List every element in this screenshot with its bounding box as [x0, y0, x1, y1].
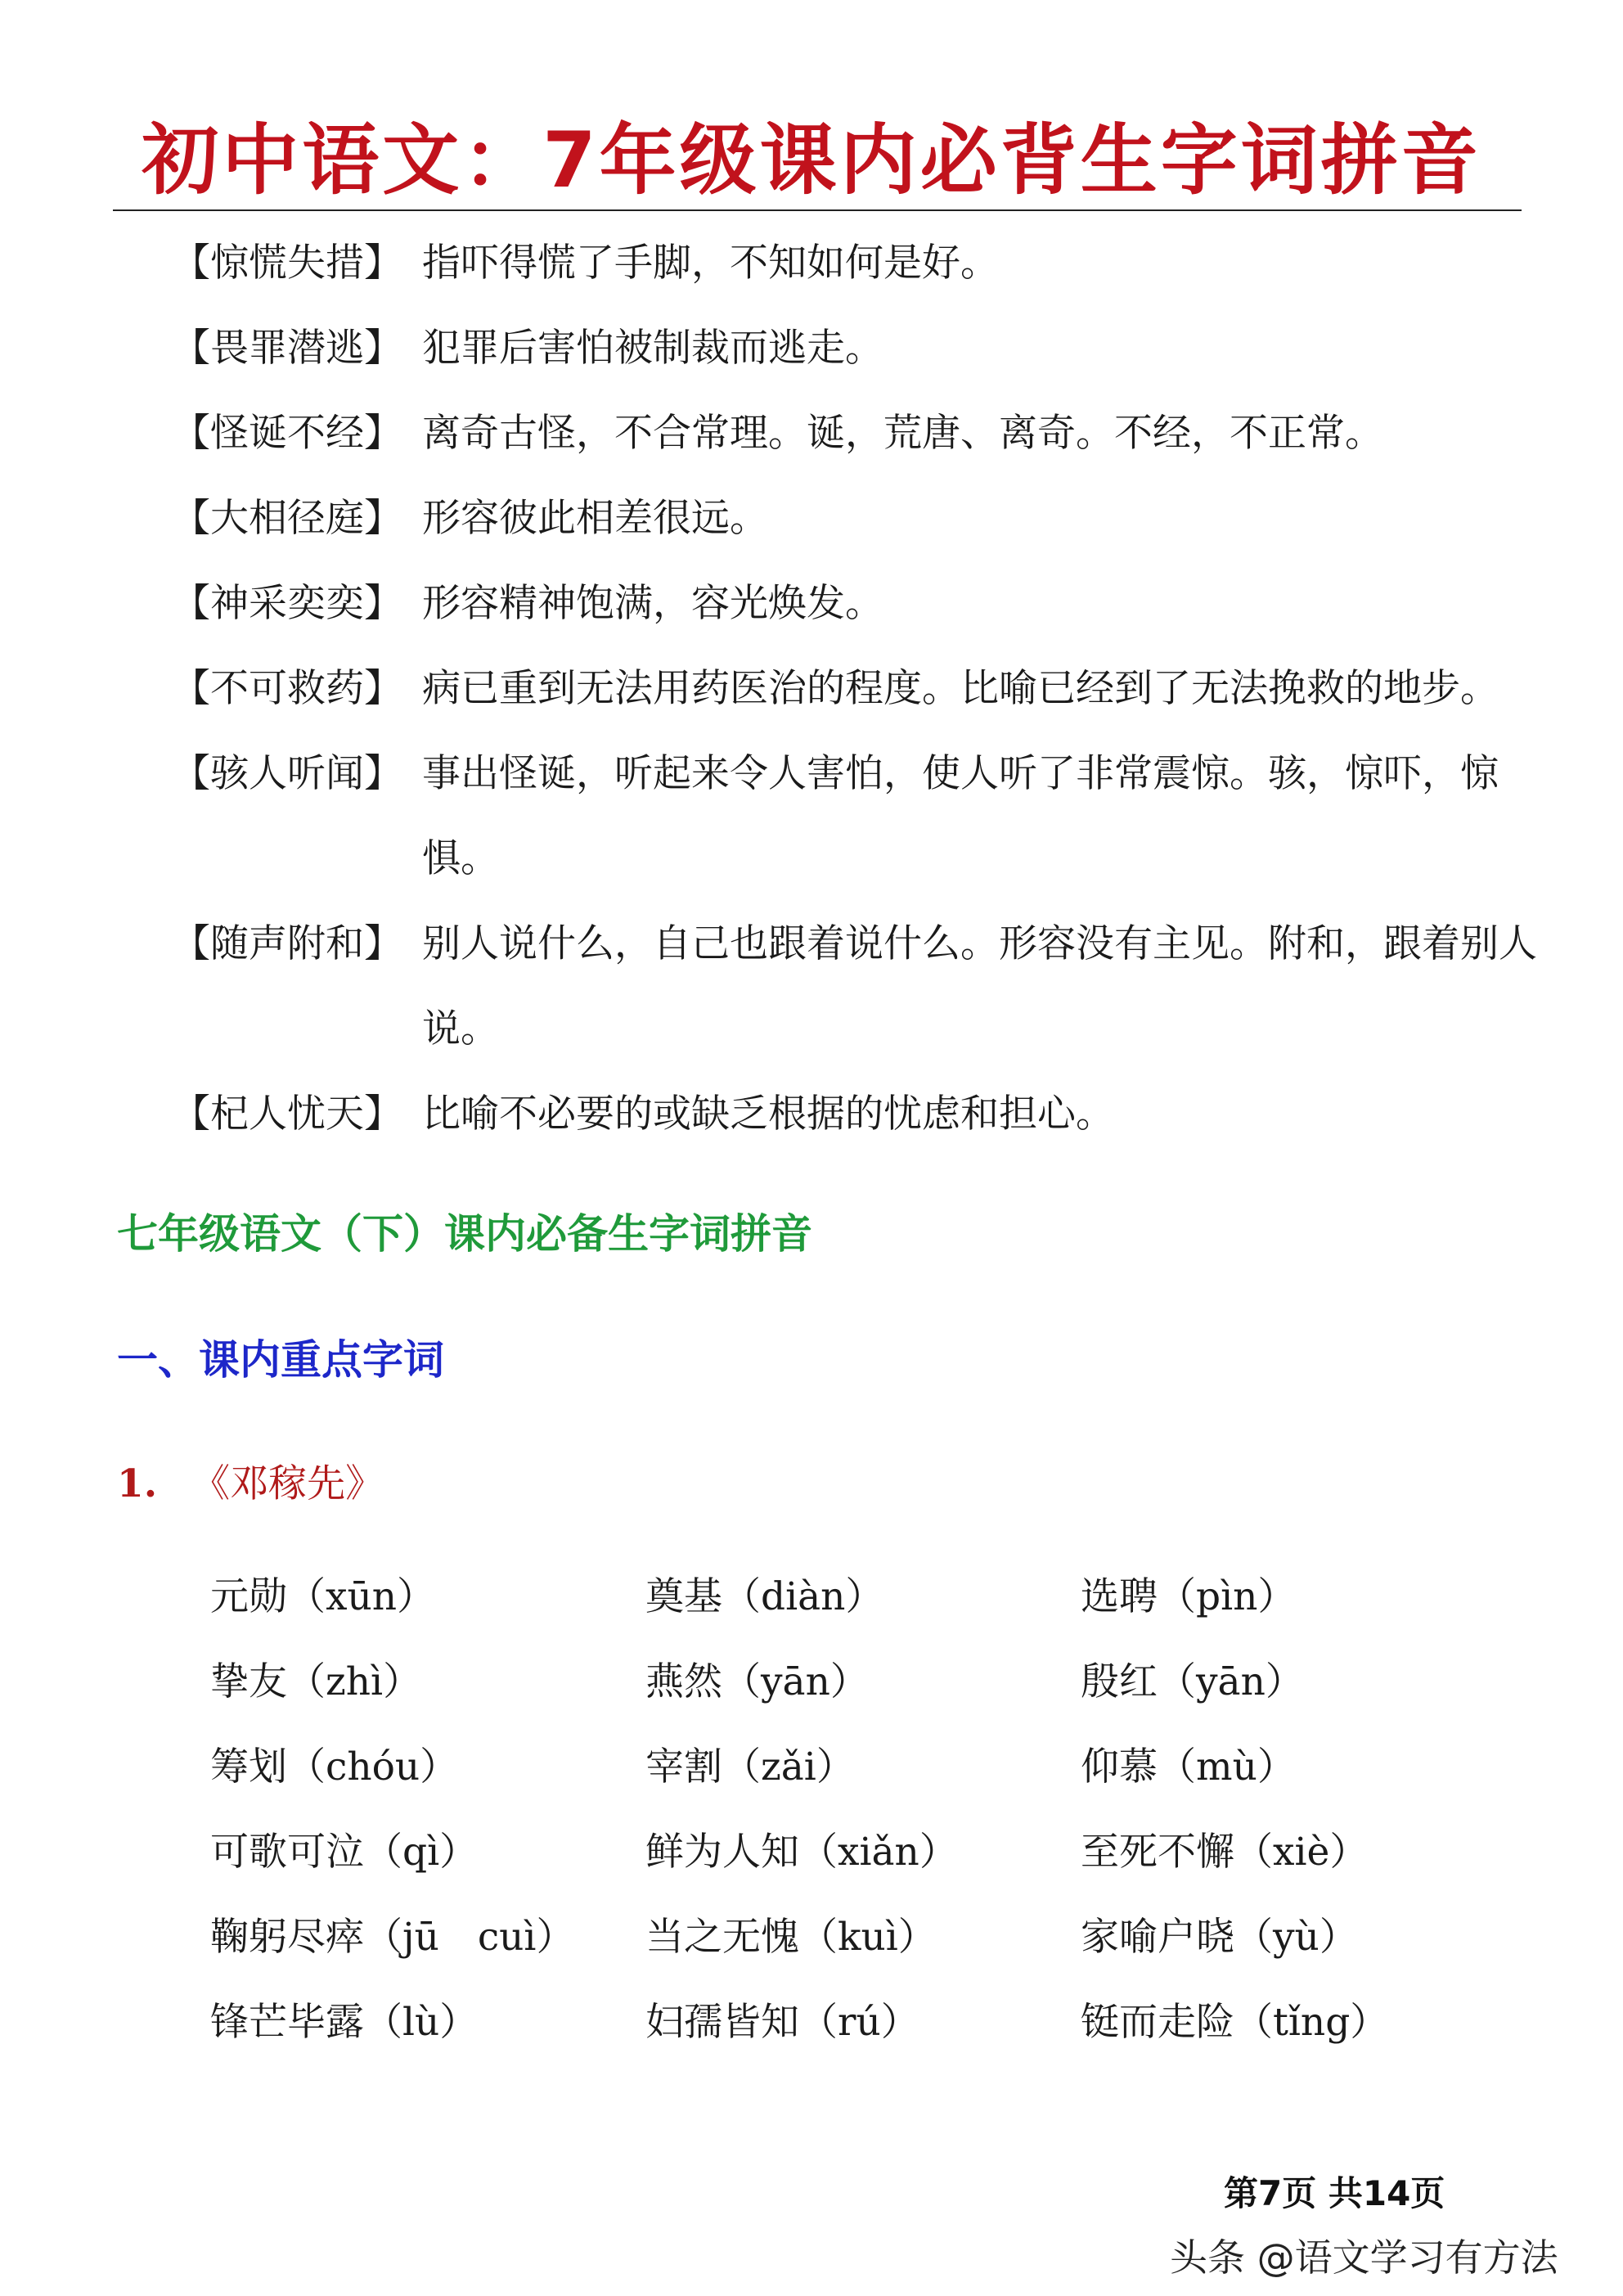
idiom-list: [172, 221, 1571, 1157]
vocab-word: 筹划（chóu）: [210, 1745, 459, 1790]
idiom-definition: 比喻不必要的或缺乏根据的忧虑和担心。: [422, 1092, 1114, 1137]
vocab-word: 妇孺皆知（rú）: [645, 2000, 919, 2045]
idiom-item: [172, 221, 1571, 306]
lesson-number: 1.: [117, 1461, 158, 1506]
vocab-word: 铤而走险（tǐng）: [1081, 2000, 1389, 2045]
vocab-word: 挚友（zhì）: [210, 1659, 422, 1704]
vocab-word: 选聘（pìn）: [1081, 1574, 1297, 1619]
idiom-definition: 事出怪诞，听起来令人害怕，使人听了非常震惊。骇，惊吓，惊惧。: [422, 751, 1499, 881]
idiom-item: [172, 646, 1571, 732]
subsection-heading: 一、课内重点字词: [117, 1336, 444, 1384]
vocab-word: 可歌可泣（qì）: [210, 1830, 479, 1875]
idiom-item: [172, 902, 1571, 1072]
vocab-word: 锋芒毕露（lù）: [210, 2000, 479, 2045]
page-number: 第7页 共14页: [1224, 2173, 1445, 2213]
lesson-heading: [117, 1453, 384, 1508]
idiom-term: 【杞人忧天】: [172, 1092, 402, 1137]
idiom-term: 【怪诞不经】: [172, 411, 402, 456]
idiom-definition: 别人说什么，自己也跟着说什么。形容没有主见。附和，跟着别人说。: [422, 921, 1537, 1051]
vocab-word: 至死不懈（xiè）: [1081, 1830, 1369, 1875]
idiom-term: 【惊慌失措】: [172, 241, 402, 286]
vocab-word: 家喻户晓（yù）: [1081, 1915, 1358, 1960]
idiom-definition: 形容精神饱满，容光焕发。: [422, 581, 883, 626]
idiom-item: [172, 391, 1571, 476]
vocab-word: 殷红（yān）: [1081, 1659, 1304, 1704]
vocab-word: 燕然（yān）: [645, 1659, 869, 1704]
idiom-definition: 指吓得慌了手脚，不知如何是好。: [422, 241, 999, 286]
idiom-item: [172, 732, 1571, 902]
lesson-name: 《邓稼先》: [191, 1461, 384, 1506]
idiom-item: [172, 1072, 1571, 1157]
idiom-definition: 离奇古怪，不合常理。诞，荒唐、离奇。不经，不正常。: [422, 411, 1383, 456]
idiom-term: 【随声附和】: [172, 921, 402, 966]
idiom-term: 【骇人听闻】: [172, 751, 402, 796]
idiom-definition: 犯罪后害怕被制裁而逃走。: [422, 326, 883, 371]
section-heading: 七年级语文（下）课内必备生字词拼音: [117, 1210, 812, 1258]
vocab-grid: [210, 1555, 1552, 2065]
idiom-item: [172, 561, 1571, 646]
idiom-term: 【大相径庭】: [172, 496, 402, 541]
idiom-item: [172, 476, 1571, 561]
idiom-definition: 形容彼此相差很远。: [422, 496, 768, 541]
title-divider: [113, 209, 1522, 211]
idiom-term: 【神采奕奕】: [172, 581, 402, 626]
vocab-word: 元勋（xūn）: [210, 1574, 436, 1619]
page-title: 初中语文：7年级课内必背生字词拼音: [142, 116, 1481, 205]
vocab-word: 当之无愧（kuì）: [645, 1915, 937, 1960]
vocab-word: 鞠躬尽瘁（jū cuì）: [210, 1915, 575, 1960]
idiom-definition: 病已重到无法用药医治的程度。比喻已经到了无法挽救的地步。: [422, 666, 1499, 711]
vocab-word: 仰慕（mù）: [1081, 1745, 1296, 1790]
vocab-word: 奠基（diàn）: [645, 1574, 884, 1619]
vocab-word: 宰割（zǎi）: [645, 1745, 855, 1790]
watermark: 头条 @语文学习有方法: [1170, 2235, 1558, 2280]
idiom-item: [172, 306, 1571, 391]
vocab-word: 鲜为人知（xiǎn）: [645, 1830, 958, 1875]
idiom-term: 【不可救药】: [172, 666, 402, 711]
idiom-term: 【畏罪潜逃】: [172, 326, 402, 371]
